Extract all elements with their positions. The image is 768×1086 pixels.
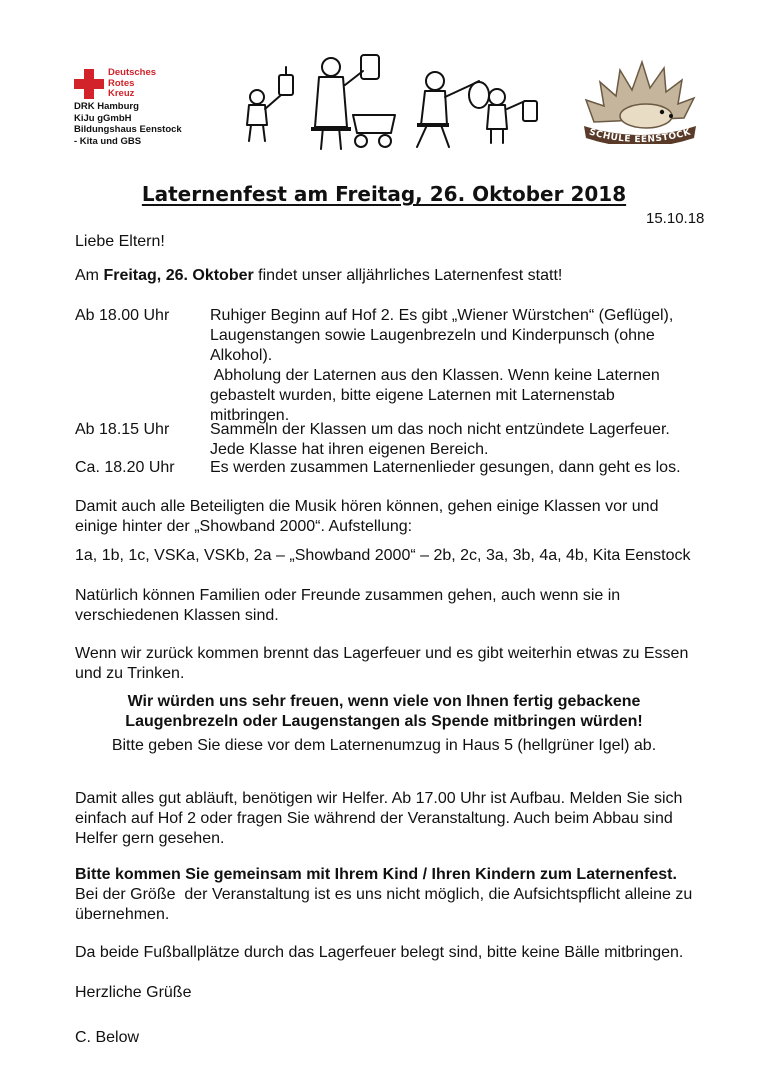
closing: Herzliche Grüße	[75, 984, 192, 1001]
letter-date: 15.10.18	[646, 210, 705, 227]
paragraph-line: Wenn wir zurück kommen brennt das Lagerfeuer und es gibt weiterhin etwas zu Essen	[75, 645, 689, 662]
hedgehog-icon	[586, 62, 694, 128]
intro-date: Freitag, 26. Oktober	[103, 267, 254, 284]
drk-logo-line1: Deutsches	[108, 67, 157, 78]
paragraph-line: Natürlich können Familien oder Freunde zusammen gehen, auch wenn sie in	[75, 587, 621, 604]
schedule-line: Laugenstangen sowie Laugenbrezeln und Kinderpunsch (ohne	[210, 327, 655, 344]
donation-request	[0, 692, 768, 732]
org-line: Bildungshaus Eenstock	[74, 124, 182, 135]
schedule-time: Ca. 18.20 Uhr	[75, 459, 175, 476]
schedule-description	[210, 306, 730, 426]
greeting: Liebe Eltern!	[75, 233, 165, 250]
drk-logo	[74, 66, 174, 100]
schedule-line: Jede Klasse hat ihren eigenen Bereich.	[210, 441, 489, 458]
intro-post: findet unser alljährliches Laternenfest statt!	[253, 267, 563, 284]
paragraph-line: und zu Trinken.	[75, 665, 185, 682]
schedule-line: Abholung der Laternen aus den Klassen. Wenn keine Laternen	[210, 367, 660, 384]
org-line: KiJu gGmbH	[74, 112, 132, 124]
signature: C. Below	[75, 1029, 140, 1046]
schedule-description	[210, 420, 730, 460]
drk-logo-line2: Rotes	[108, 77, 135, 89]
lantern-parade-illustration	[235, 45, 555, 155]
supervision-paragraph	[75, 865, 692, 925]
org-line: - Kita und GBS	[74, 135, 142, 147]
return-paragraph	[75, 644, 688, 684]
schedule-description	[210, 458, 730, 478]
schedule-line: Es werden zusammen Laternenlieder gesungen, dann geht es los.	[210, 459, 681, 476]
schedule-line: Ruhiger Beginn auf Hof 2. Es gibt „Wiener Würstchen“ (Geflügel),	[210, 307, 674, 324]
donation-line: Laugenbrezeln oder Laugenstangen als Spende mitbringen würden!	[125, 713, 643, 730]
lineup: 1a, 1b, 1c, VSKa, VSKb, 2a – „Showband 2000“ – 2b, 2c, 3a, 3b, 4a, 4b, Kita Eenstock	[75, 547, 691, 564]
school-logo-text: SCHULE EENSTOCK	[587, 127, 693, 144]
paragraph-line: Damit alles gut abläuft, benötigen wir Helfer. Ab 17.00 Uhr ist Aufbau. Melden Sie sich	[75, 790, 683, 807]
schedule-line: mitbringen.	[210, 407, 290, 424]
families-paragraph	[75, 586, 620, 626]
donation-note: Bitte geben Sie diese vor dem Laternenumzug in Haus 5 (hellgrüner Igel) ab.	[111, 737, 657, 754]
school-hedgehog-logo	[576, 52, 704, 144]
paragraph-line: übernehmen.	[75, 906, 170, 923]
intro-paragraph	[75, 266, 562, 286]
schedule-line: gebastelt wurden, bitte eigene Laternen mit Laternenstab	[210, 387, 615, 404]
schedule-time: Ab 18.00 Uhr	[75, 307, 170, 324]
paragraph-line: Helfer gern gesehen.	[75, 830, 225, 847]
organization-block	[74, 101, 234, 147]
no-balls-note: Da beide Fußballplätze durch das Lagerfeuer belegt sind, bitte keine Bälle mitbringen.	[75, 944, 684, 961]
supervision-bold-line: Bitte kommen Sie gemeinsam mit Ihrem Kind / Ihren Kindern zum Laternenfest.	[75, 866, 677, 883]
music-paragraph	[75, 497, 658, 537]
schedule-line: Alkohol).	[210, 347, 273, 364]
page-title: Laternenfest am Freitag, 26. Oktober 2018	[141, 182, 627, 206]
red-cross-icon	[74, 69, 104, 99]
helpers-paragraph	[75, 789, 682, 849]
schedule-time: Ab 18.15 Uhr	[75, 421, 170, 438]
paragraph-line: einfach auf Hof 2 oder fragen Sie während der Veranstaltung. Auch beim Abbau sind	[75, 810, 673, 827]
paragraph-line: Damit auch alle Beteiligten die Musik hören können, gehen einige Klassen vor und	[75, 498, 659, 515]
org-line: DRK Hamburg	[74, 101, 139, 112]
paragraph-line: einige hinter der „Showband 2000“. Aufstellung:	[75, 518, 413, 535]
paragraph-line: verschiedenen Klassen sind.	[75, 607, 279, 624]
paragraph-line: Bei der Größe der Veranstaltung ist es uns nicht möglich, die Aufsichtspflicht alleine zu	[75, 886, 693, 903]
schedule-line: Sammeln der Klassen um das noch nicht entzündete Lagerfeuer.	[210, 421, 670, 438]
intro-pre: Am	[75, 267, 104, 284]
donation-line: Wir würden uns sehr freuen, wenn viele von Ihnen fertig gebackene	[127, 693, 641, 710]
drk-logo-line3: Kreuz	[108, 88, 135, 99]
